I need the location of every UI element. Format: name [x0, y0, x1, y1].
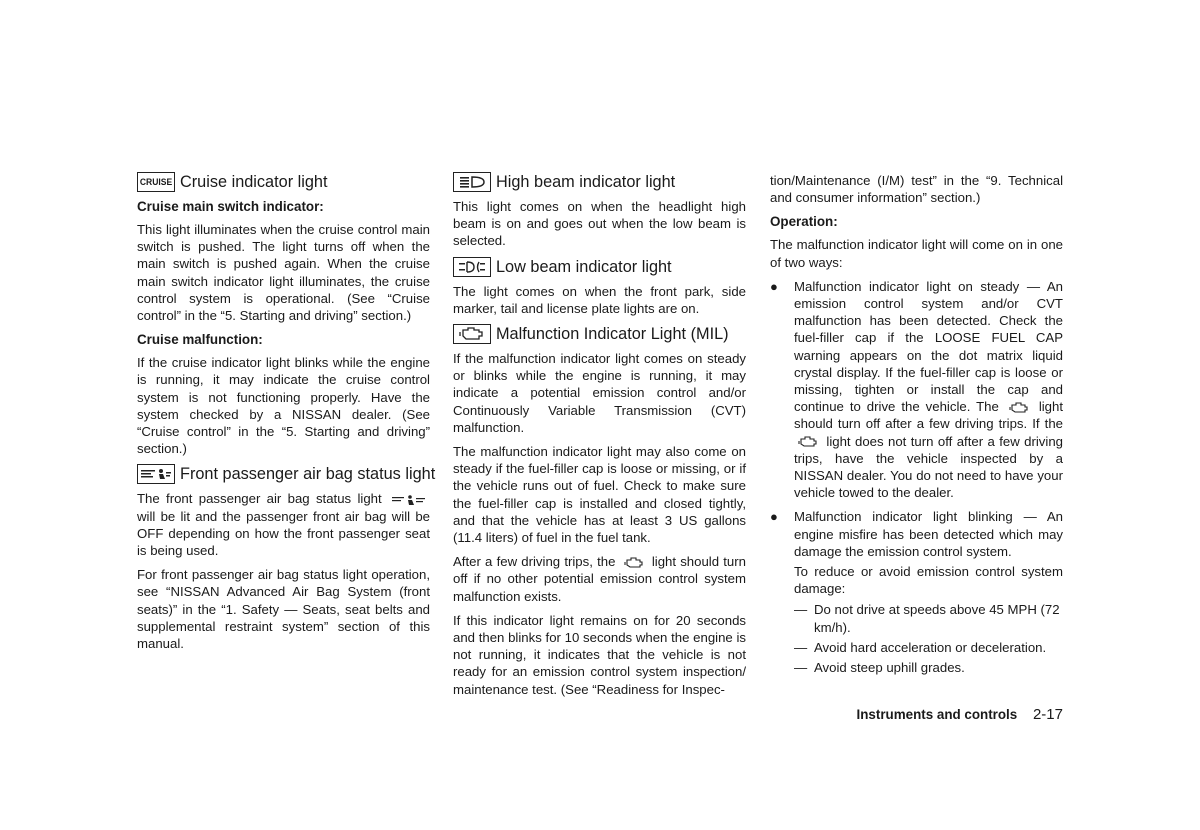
- bullet-icon: ●: [770, 509, 778, 525]
- low-beam-heading: [453, 257, 746, 277]
- high-beam-title: High beam indicator light: [496, 173, 676, 191]
- bullet-1-text: [794, 278, 1063, 502]
- cruise-malfunction-text: If the cruise indicator light blinks while the engine is running, it may indicate the cruise control system is not functioning properly. Have the system checked by a NISSAN dealer. (See “Cruise control” in the “5. Starting and driving” section.): [137, 355, 430, 457]
- high-beam-icon: [453, 172, 491, 192]
- dash-icon: —: [794, 602, 808, 618]
- engine-inline-icon: [623, 557, 645, 569]
- column-2: [453, 172, 746, 705]
- mil-text-3: [453, 553, 746, 605]
- mil-text-3b: light should turn off if no other potential emission control system malfunction exists.: [453, 554, 746, 604]
- column-1: [137, 172, 436, 659]
- cruise-icon: CRUISE: [137, 172, 175, 192]
- dash-item: [794, 601, 1063, 635]
- page-footer: [857, 706, 1063, 723]
- airbag-title: Front passenger air bag status light: [180, 465, 436, 484]
- cruise-main-switch-subhead: Cruise main switch indicator:: [137, 199, 324, 214]
- dash-item: [794, 639, 1063, 656]
- mil-text-4: If this indicator light remains on for 20 seconds and then blinks for 10 seconds when the engine is not running, it indicates that the vehicle is not ready for an emission control system inspection/ maintenance test. (See “Readiness for Inspec-: [453, 612, 746, 697]
- airbag-inline-icon: [391, 494, 427, 506]
- cruise-main-switch-text: This light illuminates when the cruise control main switch is pushed. The light turns off when the main switch is pushed again. When the cruise main switch indicator light illuminates, the cruise control system is operational. (See “Cruise control” in the “5. Starting and driving” section.): [137, 222, 430, 324]
- continued-text: tion/Maintenance (I/M) test” in the “9. Technical and consumer information” section.): [770, 173, 1063, 206]
- airbag-status-icon: [137, 464, 175, 484]
- dash-icon: —: [794, 639, 808, 655]
- airbag-text-2: For front passenger air bag status light operation, see “NISSAN Advanced Air Bag System (front seats)” in the “1. Safety — Seats, seat belts and supplemental restraint system” section of this manual.: [137, 567, 430, 652]
- mil-title: Malfunction Indicator Light (MIL): [496, 325, 729, 344]
- engine-inline-icon: [1008, 402, 1030, 414]
- dash-item-text: Avoid hard acceleration or deceleration.: [814, 639, 1047, 655]
- operation-intro: The malfunction indicator light will come on in one of two ways:: [770, 237, 1063, 270]
- list-item: [770, 278, 1063, 502]
- operation-list: [770, 278, 1063, 676]
- cruise-malfunction-subhead: Cruise malfunction:: [137, 332, 263, 348]
- airbag-text-1: [137, 490, 430, 559]
- dash-item-text: Avoid steep uphill grades.: [814, 660, 965, 676]
- dash-icon: —: [794, 660, 808, 676]
- high-beam-heading: [453, 172, 746, 192]
- airbag-text-1a: The front passenger air bag status light: [137, 491, 382, 507]
- low-beam-title: Low beam indicator light: [496, 257, 672, 276]
- mil-text-2: The malfunction indicator light may also come on steady if the fuel-filler cap is loose or missing, or if the vehicle runs out of fuel. Check to make sure the fuel-filler cap is installed and closed tightly, and that the vehicle has at least 3 US gallons (11.4 liters) of fuel in the fuel tank.: [453, 444, 746, 546]
- bullet-1c: light does not turn off after a few driving trips, have the vehicle inspected by a NISSAN dealer. You do not need to have your vehicle towed to the dealer.: [794, 433, 1063, 501]
- bullet-icon: ●: [770, 278, 778, 294]
- bullet-2-subintro: To reduce or avoid emission control system damage:: [794, 564, 1063, 597]
- low-beam-text: The light comes on when the front park, side marker, tail and license plate lights are on.: [453, 283, 746, 316]
- footer-section: Instruments and controls: [856, 707, 1018, 722]
- airbag-heading: [137, 464, 436, 484]
- operation-subhead: Operation:: [770, 214, 838, 230]
- bullet-1b: light should turn off after a few driving trips. If the: [794, 399, 1064, 432]
- cruise-heading: [137, 172, 430, 192]
- engine-inline-icon: [797, 436, 819, 448]
- bullet-1a: Malfunction indicator light on steady — An emission control system and/or CVT malfunction has been detected. Check the fuel-filler cap if the LOOSE FUEL CAP warning appears on the dot matrix liquid crystal display. If the fuel-filler cap is loose or missing, tighten or install the cap and continue to drive the vehicle. The: [794, 278, 1063, 415]
- mil-heading: [453, 324, 746, 344]
- low-beam-icon: [453, 257, 491, 277]
- page-number: 2-17: [1032, 706, 1063, 723]
- airbag-text-1b: will be lit and the passenger front air bag will be OFF depending on how the front passenger seat is being used.: [137, 508, 430, 559]
- dash-list: [794, 601, 1063, 676]
- mil-text-1: If the malfunction indicator light comes on steady or blinks while the engine is running, it may indicate a potential emission control and/or Continuously Variable Transmission (CVT) malfunction.: [453, 351, 746, 435]
- dash-item-text: Do not drive at speeds above 45 MPH (72 km/h).: [814, 602, 1060, 635]
- bullet-2-text: Malfunction indicator light blinking — An engine misfire has been detected which may damage the emission control system.: [794, 509, 1063, 559]
- list-item: [770, 508, 1063, 676]
- mil-text-3a: After a few driving trips, the: [453, 554, 616, 570]
- column-3: [770, 172, 1063, 683]
- cruise-title: Cruise indicator light: [180, 173, 328, 191]
- dash-item: [794, 659, 1063, 676]
- high-beam-text: This light comes on when the headlight high beam is on and goes out when the low beam is selected.: [453, 199, 746, 249]
- engine-icon: [453, 324, 491, 344]
